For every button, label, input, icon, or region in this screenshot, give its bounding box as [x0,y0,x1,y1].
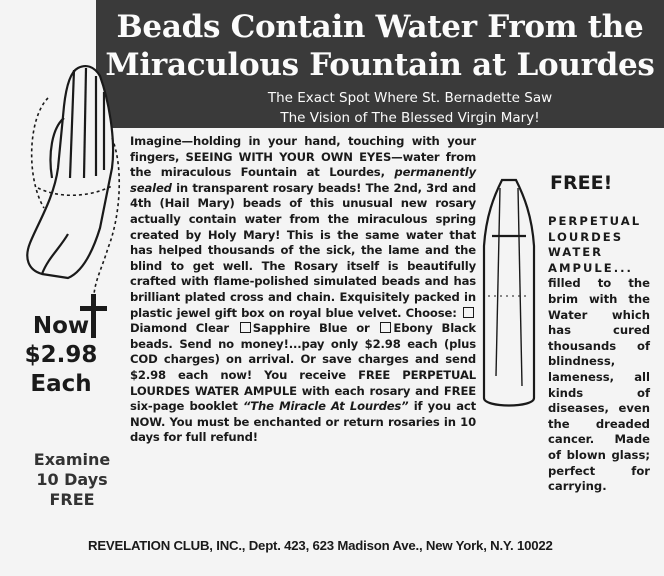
price-amount: $2.98 [24,342,98,368]
ampule-description [548,214,650,495]
checkbox-diamond-clear[interactable] [463,307,474,318]
examine-line-3: FREE [49,490,95,509]
checkbox-ebony-black[interactable] [380,322,391,333]
headline-banner [96,0,664,128]
option-sapphire-blue: Sapphire Blue or [252,321,370,336]
examine-offer [20,450,124,510]
body-order: Send no money!...pay only $2.98 each (plus COD charges) on arrival. Or save charges and send $2.98 each now! You receive FREE PERPETUAL LOURDES WATER AMPULE with each rosary and FREE six-page booklet [130,336,476,414]
option-ebony-black: Ebony Black beads. [130,321,476,351]
examine-line-1: Examine [33,450,111,469]
checkbox-sapphire-blue[interactable] [240,322,251,333]
price-block [6,312,116,399]
price-now: Now [32,313,90,339]
ampule-lead: PERPETUAL LOURDES WATER AMPULE... [548,214,642,275]
headline-line-2: Miraculous Fountain at Lourdes [105,47,655,83]
headline-line-1: Beads Contain Water From the [116,9,644,45]
praying-hands-rosary-illustration [8,58,126,346]
company-address: REVELATION CLUB, INC., Dept. 423, 623 Madison Ave., New York, N.Y. 10022 [88,538,553,553]
option-diamond-clear: Diamond Clear [130,321,229,336]
body-emphasis: permanently sealed [130,165,477,195]
booklet-title: “The Miracle At Lourdes” [242,399,409,414]
examine-line-2: 10 Days [36,470,108,489]
body-main: in transparent rosary beads! The 2nd, 3rd and 4th (Hail Mary) beads of this unusual new rosary actually contain water from the miraculous spring created by Holy Mary! This is the same water that has helped thousands of the sick, the lame and the blind to get well. The Rosary itself is beautifully crafted with flame-polished simulated beads and has brilliant plated cross and chain. Exquisitely packed in plastic jewel gift box on royal blue velvet. Choose: [130,180,476,320]
body-closing: if you act NOW. You must be enchanted or return rosaries in 10 days for full refund! [130,399,477,445]
subheadline-line-2: The Vision of The Blessed Virgin Mary! [280,110,540,126]
subheadline-line-1: The Exact Spot Where St. Bernadette Saw [267,90,553,106]
body-copy [130,134,476,446]
water-ampule-illustration [478,176,540,414]
free-heading: FREE! [550,172,613,194]
ampule-body: filled to the brim with the Water which has cured thousands of blindness, lameness, all kinds of diseases, even the dreaded cancer. Made of blown glass; perfect for carrying. [548,276,650,494]
price-each: Each [30,371,92,397]
body-intro: Imagine—holding in your hand, touching with your fingers, SEEING WITH YOUR OWN EYES—water from the miraculous Fountain at Lourdes, [130,134,476,180]
